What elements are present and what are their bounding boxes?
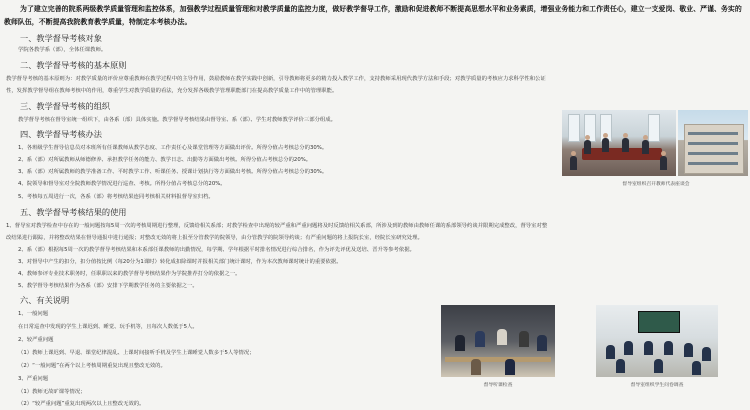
section-5-line-3: 2、系（部）根据每5周一次的教学督导考核结果和本系部任课教师的出勤情况，每学期、学年根据平时排名情况进行综合排名，作为评先评优及送培、晋升等参考依据。 [18, 247, 415, 253]
section-5-line-4: 3、对督导中产生的扣分，扣分值按比例（每20分为1课时）转化成扣除课时并报相关部门统计课时，作为本次教师课时统计的重要依据。 [18, 259, 342, 265]
section-4-title: 四、教学督导考核办法 [20, 129, 102, 139]
class-inspection-photo [441, 305, 555, 377]
student-survey-caption: 督导室组织学生问卷调查 [630, 383, 684, 388]
section-5-title: 五、教学督导考核结果的使用 [20, 207, 127, 217]
section-2-title: 二、教学督导考核的基本原则 [20, 60, 127, 70]
campus-building-photo [678, 110, 748, 176]
section-6-line-5: （2）“一般问题”在两个以上考核周期重复出现且整改无效的。 [18, 363, 166, 369]
section-6-line-7: （1）教师无故旷课等情况； [18, 389, 86, 395]
class-inspection-caption: 督导听课检查 [483, 383, 513, 388]
section-4-line-3: 3、系（部）对所属教师的教学准备工作、平时教学工作、听课任务、授课计划执行等方面做出考核。所得分值占考核总分的30%。 [18, 169, 328, 175]
section-2-line-1: 教学督导考核的基本原则为：对教学质量的评价应尊重教师在教学过程中的主导作用，鼓励教师在教学实践中创新，引导教师将更多的精力投入教学工作，支持教师采用现代教学方法和手段；对教学质量的考核应力求科学性和公证 [6, 76, 546, 82]
section-5-line-6: 5、教学督导考核结果作为各系（部）安排下学期教学任务的主要依据之一。 [18, 283, 198, 289]
meeting-photo [562, 110, 676, 176]
section-5-line-5: 4、教师参评专业技术职务时，任职职以来的教学督导考核结果作为学院推荐打分的依据之一。 [18, 271, 241, 277]
section-4-line-4: 4、院领导和督导室对全院教师教学情况进行巡查、考核。所得分值占考核总分的20%。 [18, 181, 226, 187]
section-6-line-3: 2、较严重问题 [18, 337, 54, 343]
section-5-line-1: 1、督导室对教学检查中存在的一般问题按每5周一次的考核周期进行整理，反馈给相关系部；对教学检查中出现的较严重和严重问题将及时反馈给相关系部，所涉及到的教师由教师任课的系部领导约谈并限期完成整改，督导室对整 [6, 223, 548, 229]
section-3-line-1: 教学督导考核在督导室统一组织下，由各系（部）具体实施。教学督导考核结果由督导室、系（部）、学生对教师教学评价三部分组成。 [18, 117, 336, 123]
section-4-line-1: 1、各班级学生督导信息员对本班所有任课教师从教学态度、工作责任心及课堂管理等方面做出评价。所得分值占考核总分的30%。 [18, 145, 328, 151]
student-survey-photo [596, 305, 718, 377]
intro-paragraph: 为了建立完善的院系两级教学质量管理和监控体系，加强教学过程质量管理和对教学质量的监控力度，做好教学督导工作，激励和促进教师不断提高思想水平和业务素质，增强业务能力和工作责任心，建立一支爱岗、敬业、严谨、务实的教师队伍，不断提高我院教育教学质量，特制定本考核办法。 [4, 5, 742, 26]
meeting-photo-caption: 督导室组织召开教师代表座谈会 [622, 182, 690, 187]
section-6-title: 六、有关说明 [20, 295, 70, 305]
section-6-line-1: 1、一般问题 [18, 311, 49, 317]
section-2-line-2: 性，发挥教学督导组在教师考核中的作用，尊重学生对教学质量的看法，充分发挥各级教学管理职能部门在提高教学质量工作中的管理职能。 [6, 88, 338, 94]
section-5-line-2: 改结果进行跟踪，并将整改结果在督导通报中进行通报；对整改无效的将上报至分管教学的院领导，由分管教学的院领导约谈；有严重问题的将上报院长室，经院长室研究处理。 [6, 235, 423, 241]
section-6-line-2: 在日常巡查中发现的学生上课迟到、睡觉、玩手机等，且每次人数低于5人。 [18, 324, 198, 330]
section-1-title: 一、教学督导考核对象 [20, 33, 102, 43]
section-3-title: 三、教学督导考核的组织 [20, 101, 111, 111]
section-1-line-1: 学院各教学系（部），全体任课教师。 [18, 47, 107, 53]
section-4-line-2: 2、系（部）对所属教师从师德修养、承担教学任务的能力、教学日志、出勤等方面做出考核。所得分值占考核总分的20%。 [18, 157, 312, 163]
section-6-line-4: （1）教师上课迟到、早退、课堂纪律混乱、上课时间接听手机及学生上课睡觉人数多于5人等情况； [18, 350, 255, 356]
section-6-line-8: （2）“较严重问题”重复出现两次以上且整改无效的。 [18, 401, 145, 407]
section-6-line-6: 3、严重问题 [18, 376, 49, 382]
section-4-line-5: 5、考核每五周进行一次，各系（部）将考核结果连同考核相关材料报督导室归档。 [18, 194, 214, 200]
